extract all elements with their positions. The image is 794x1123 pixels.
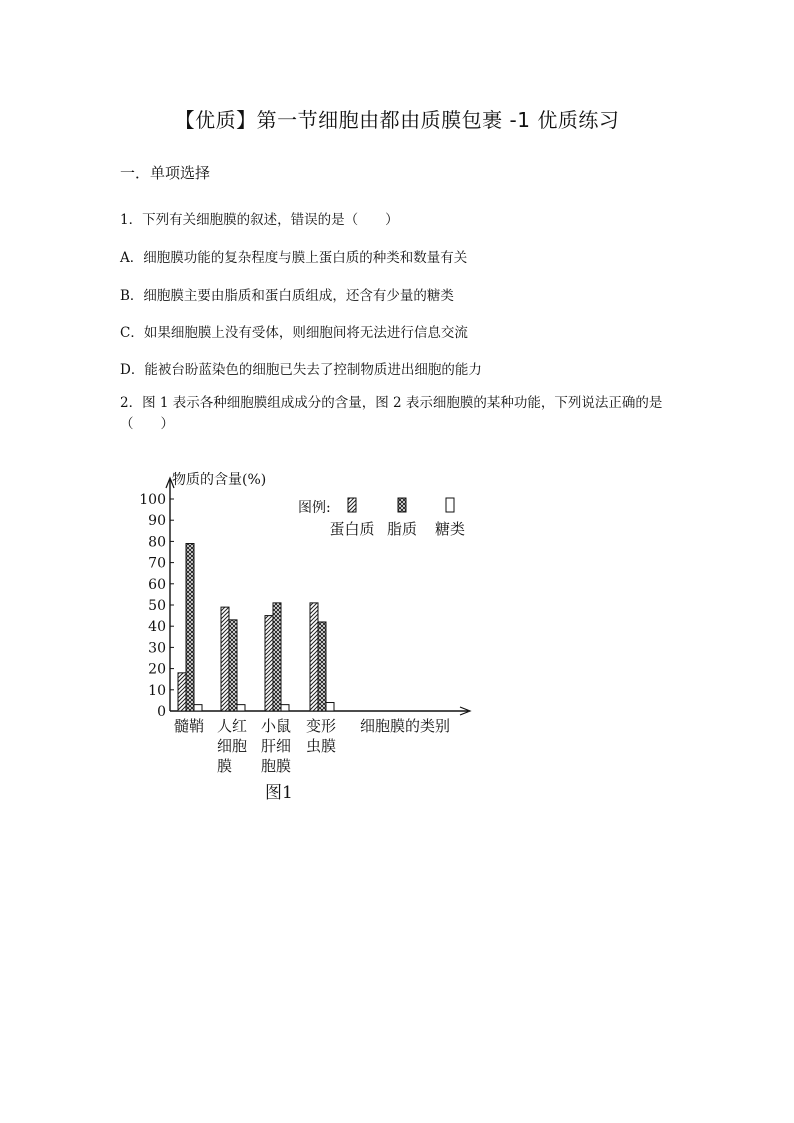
y-tick-label: 0 (157, 704, 166, 720)
legend-label: 糖类 (434, 520, 466, 538)
y-tick-label: 30 (148, 640, 166, 657)
legend-title: 图例: (298, 500, 331, 516)
legend-swatch-diagonal (348, 498, 356, 512)
question-1-option-b: B．细胞膜主要由脂质和蛋白质组成，还含有少量的糖类 (120, 288, 454, 304)
bar-crosshatch (318, 622, 326, 711)
x-category-label: 人红 (217, 717, 248, 735)
question-1-option-c: C．如果细胞膜上没有受体，则细胞间将无法进行信息交流 (120, 325, 468, 341)
bar-diagonal (265, 616, 273, 711)
bar-diagonal (221, 607, 229, 711)
figure-1 (128, 460, 478, 800)
y-tick-label: 20 (148, 661, 166, 678)
x-category-label: 虫膜 (306, 737, 337, 755)
y-tick-label: 50 (148, 598, 166, 614)
bar-crosshatch (229, 620, 237, 711)
y-tick-label: 70 (148, 555, 166, 572)
x-category-label: 膜 (217, 757, 233, 775)
question-2-stem: 2．图 1 表示各种细胞膜组成成分的含量，图 2 表示细胞膜的某种功能，下列说法正确的是（ ） (120, 395, 663, 432)
x-category-label: 胞膜 (261, 757, 292, 775)
y-tick-label: 40 (148, 619, 166, 636)
bar-blank (237, 705, 245, 711)
y-axis-label: 物质的含量(%) (172, 472, 267, 488)
question-1-option-d: D．能被台盼蓝染色的细胞已失去了控制物质进出细胞的能力 (120, 362, 482, 378)
bar-blank (281, 705, 289, 711)
bar-blank (326, 703, 334, 711)
bar-diagonal (310, 603, 318, 711)
bar-chart (128, 460, 478, 800)
x-category-label: 细胞 (217, 737, 248, 755)
document-title: 【优质】第一节细胞由都由质膜包裹 -1 优质练习 (174, 108, 620, 132)
y-tick-label: 60 (148, 576, 166, 593)
bar-crosshatch (186, 544, 194, 711)
bar-crosshatch (273, 603, 281, 711)
question-1-option-a: A．细胞膜功能的复杂程度与膜上蛋白质的种类和数量有关 (120, 250, 468, 266)
legend-swatch-crosshatch (398, 498, 406, 512)
legend-label: 脂质 (386, 520, 418, 538)
section-heading: 一．单项选择 (120, 164, 211, 182)
x-axis-label: 细胞膜的类别 (360, 717, 451, 735)
bar-blank (194, 705, 202, 711)
x-category-label: 变形 (306, 717, 337, 735)
y-tick-label: 100 (139, 492, 166, 508)
legend-label: 蛋白质 (329, 520, 375, 538)
x-category-label: 肝细 (261, 737, 292, 755)
bar-diagonal (178, 673, 186, 711)
y-tick-label: 80 (148, 534, 166, 551)
figure-caption: 图1 (265, 783, 293, 800)
y-tick-label: 10 (148, 682, 166, 699)
x-category-label: 髓鞘 (174, 717, 205, 735)
legend-swatch-blank (446, 498, 454, 512)
x-category-label: 小鼠 (261, 717, 292, 735)
question-1-stem: 1．下列有关细胞膜的叙述，错误的是（ ） (120, 212, 399, 228)
y-tick-label: 90 (148, 513, 166, 530)
